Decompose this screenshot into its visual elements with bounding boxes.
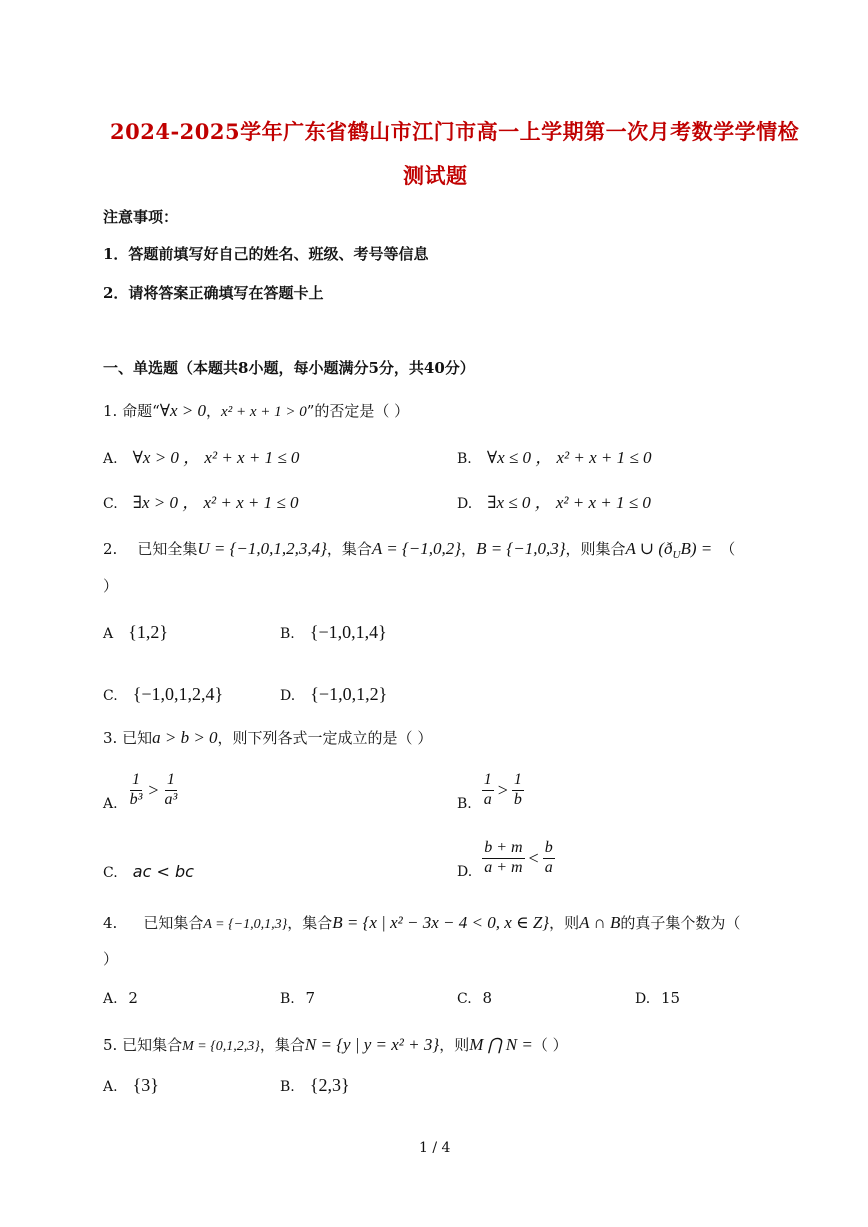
stem-text: 3. 已知 bbox=[103, 729, 153, 747]
stem-math: B) = bbox=[680, 539, 713, 558]
option-formula bbox=[482, 771, 524, 809]
option-text: ∀x ≤ 0 ， x² + x + 1 ≤ 0 bbox=[486, 448, 652, 467]
fraction bbox=[163, 771, 180, 809]
option-text: 7 bbox=[305, 989, 316, 1007]
stem-math-subscript: U bbox=[672, 549, 681, 561]
stem-text: 1. 命题“ bbox=[103, 402, 160, 420]
stem-text: 已知集合 bbox=[143, 914, 204, 932]
option-letter: B. bbox=[457, 451, 472, 467]
stem-math: N = {y | y = x² + 3} bbox=[304, 1035, 440, 1054]
page-number: 1 / 4 bbox=[419, 1140, 451, 1156]
option-text: ac < bc bbox=[132, 862, 194, 881]
numerator: 1 bbox=[165, 771, 177, 790]
option-letter: C. bbox=[103, 688, 118, 704]
option-a bbox=[103, 768, 179, 812]
option-letter: B. bbox=[457, 796, 472, 812]
stem-math: a > b > 0 bbox=[152, 728, 218, 747]
fraction bbox=[512, 771, 524, 809]
option-letter: D. bbox=[635, 991, 651, 1007]
denominator: b bbox=[513, 790, 522, 808]
numerator: 1 bbox=[512, 771, 524, 790]
stem-math: x² + x + 1 > 0 bbox=[221, 404, 307, 420]
stem-math: A = {−1,0,2} bbox=[371, 539, 462, 558]
numerator: 1 bbox=[130, 771, 142, 790]
option-letter: D. bbox=[457, 864, 473, 880]
stem-text: ，集合 bbox=[259, 1036, 305, 1054]
option-text: {1,2} bbox=[128, 622, 168, 642]
option-text: 15 bbox=[660, 989, 681, 1007]
option-a bbox=[103, 989, 138, 1007]
fraction bbox=[543, 839, 555, 877]
question-number: 4. bbox=[103, 914, 118, 932]
option-letter: C. bbox=[457, 991, 472, 1007]
option-text: {3} bbox=[132, 1075, 159, 1095]
notice-item: 2．请将答案正确填写在答题卡上 bbox=[103, 284, 324, 302]
denominator: a + m bbox=[484, 858, 523, 876]
question-5-stem bbox=[103, 1034, 568, 1055]
option-c bbox=[103, 684, 223, 705]
notice-item: 1．答题前填写好自己的姓名、班级、考号等信息 bbox=[103, 245, 429, 263]
stem-math: A ∩ B bbox=[579, 913, 621, 932]
option-letter: A bbox=[103, 626, 114, 642]
stem-text: ，集合 bbox=[287, 914, 333, 932]
option-c bbox=[457, 989, 492, 1007]
option-text: 2 bbox=[128, 989, 138, 1007]
fraction bbox=[482, 771, 494, 809]
question-1-stem bbox=[103, 400, 409, 421]
fraction bbox=[482, 839, 524, 877]
option-text: ∃x ≤ 0 ， x² + x + 1 ≤ 0 bbox=[487, 493, 651, 512]
option-letter: D. bbox=[457, 496, 473, 512]
stem-math: ∀x > 0 bbox=[159, 401, 207, 420]
option-formula bbox=[128, 771, 180, 809]
option-text: 8 bbox=[482, 989, 492, 1007]
option-d bbox=[280, 684, 387, 705]
option-text: ∀x > 0 ， x² + x + 1 ≤ 0 bbox=[132, 448, 300, 467]
operator: < bbox=[528, 847, 539, 868]
stem-math: U = {−1,0,1,2,3,4} bbox=[197, 539, 327, 558]
question-2-stem bbox=[103, 538, 735, 561]
stem-math: A = {−1,0,1,3} bbox=[203, 917, 288, 932]
page-title: 2024-2025学年广东省鹤山市江门市高一上学期第一次月考数学学情检 bbox=[110, 119, 800, 144]
option-formula bbox=[482, 839, 555, 877]
stem-text: ，集合 bbox=[326, 540, 372, 558]
denominator: a³ bbox=[164, 790, 178, 808]
denominator: b³ bbox=[129, 790, 143, 808]
stem-text: 的真子集个数为（ bbox=[620, 914, 741, 932]
operator: > bbox=[497, 779, 508, 800]
stem-math: B = {x | x² − 3x − 4 < 0, x ∈ Z} bbox=[332, 913, 550, 932]
stem-text: 已知全集 bbox=[137, 540, 198, 558]
option-c bbox=[103, 862, 194, 881]
option-letter: A. bbox=[103, 1079, 118, 1095]
denominator: a bbox=[483, 790, 492, 808]
stem-text: ， bbox=[206, 402, 222, 420]
option-letter: B. bbox=[280, 991, 295, 1007]
stem-math: M = {0,1,2,3} bbox=[182, 1039, 260, 1054]
option-b bbox=[280, 989, 315, 1007]
stem-math: M ⋂ N = bbox=[469, 1035, 533, 1054]
question-3-stem bbox=[103, 727, 432, 748]
option-b bbox=[280, 1075, 350, 1096]
option-letter: A. bbox=[103, 451, 118, 467]
option-a bbox=[103, 622, 168, 643]
page-title-continued: 测试题 bbox=[403, 163, 468, 188]
option-letter: D. bbox=[280, 688, 296, 704]
option-d bbox=[635, 989, 680, 1007]
question-2-close: ） bbox=[103, 577, 119, 595]
question-4-close: ） bbox=[103, 950, 119, 968]
option-letter: A. bbox=[103, 991, 118, 1007]
option-text: {−1,0,1,4} bbox=[309, 622, 387, 642]
numerator: b bbox=[543, 839, 555, 858]
option-text: {2,3} bbox=[309, 1075, 350, 1095]
option-b bbox=[457, 443, 651, 468]
option-letter: B. bbox=[280, 626, 295, 642]
option-text: {−1,0,1,2,4} bbox=[132, 684, 224, 704]
operator: > bbox=[148, 779, 159, 800]
stem-text: ，则下列各式一定成立的是（ ） bbox=[217, 729, 433, 747]
stem-text: ，则 bbox=[439, 1036, 470, 1054]
option-a bbox=[103, 443, 299, 468]
option-c bbox=[103, 488, 298, 513]
option-d bbox=[457, 488, 651, 513]
option-text: ∃x > 0 ， x² + x + 1 ≤ 0 bbox=[132, 493, 299, 512]
denominator: a bbox=[544, 858, 553, 876]
numerator: 1 bbox=[482, 771, 494, 790]
option-b bbox=[457, 768, 524, 812]
stem-text: ，则集合 bbox=[565, 540, 626, 558]
numerator: b + m bbox=[482, 839, 524, 858]
question-4-stem bbox=[103, 912, 740, 933]
stem-math: B = {−1,0,3} bbox=[476, 539, 566, 558]
stem-text: ， bbox=[461, 540, 477, 558]
option-letter: B. bbox=[280, 1079, 295, 1095]
option-letter: C. bbox=[103, 496, 118, 512]
section-heading: 一、单选题（本题共8小题，每小题满分5分，共40分） bbox=[103, 359, 475, 377]
notice-heading: 注意事项： bbox=[103, 208, 179, 226]
fraction bbox=[128, 771, 145, 809]
stem-text: ”的否定是（ ） bbox=[306, 402, 410, 420]
stem-text: 5. 已知集合 bbox=[103, 1036, 183, 1054]
stem-math: A ∪ (ð bbox=[625, 539, 673, 558]
option-text: {−1,0,1,2} bbox=[310, 684, 388, 704]
option-b bbox=[280, 622, 387, 643]
question-number: 2. bbox=[103, 540, 118, 558]
option-letter: C. bbox=[103, 865, 118, 881]
option-d bbox=[457, 836, 555, 880]
stem-text: （ bbox=[720, 540, 736, 558]
option-letter: A. bbox=[103, 796, 118, 812]
option-a bbox=[103, 1075, 159, 1096]
stem-text: ，则 bbox=[549, 914, 580, 932]
stem-text: （ ） bbox=[532, 1036, 568, 1054]
